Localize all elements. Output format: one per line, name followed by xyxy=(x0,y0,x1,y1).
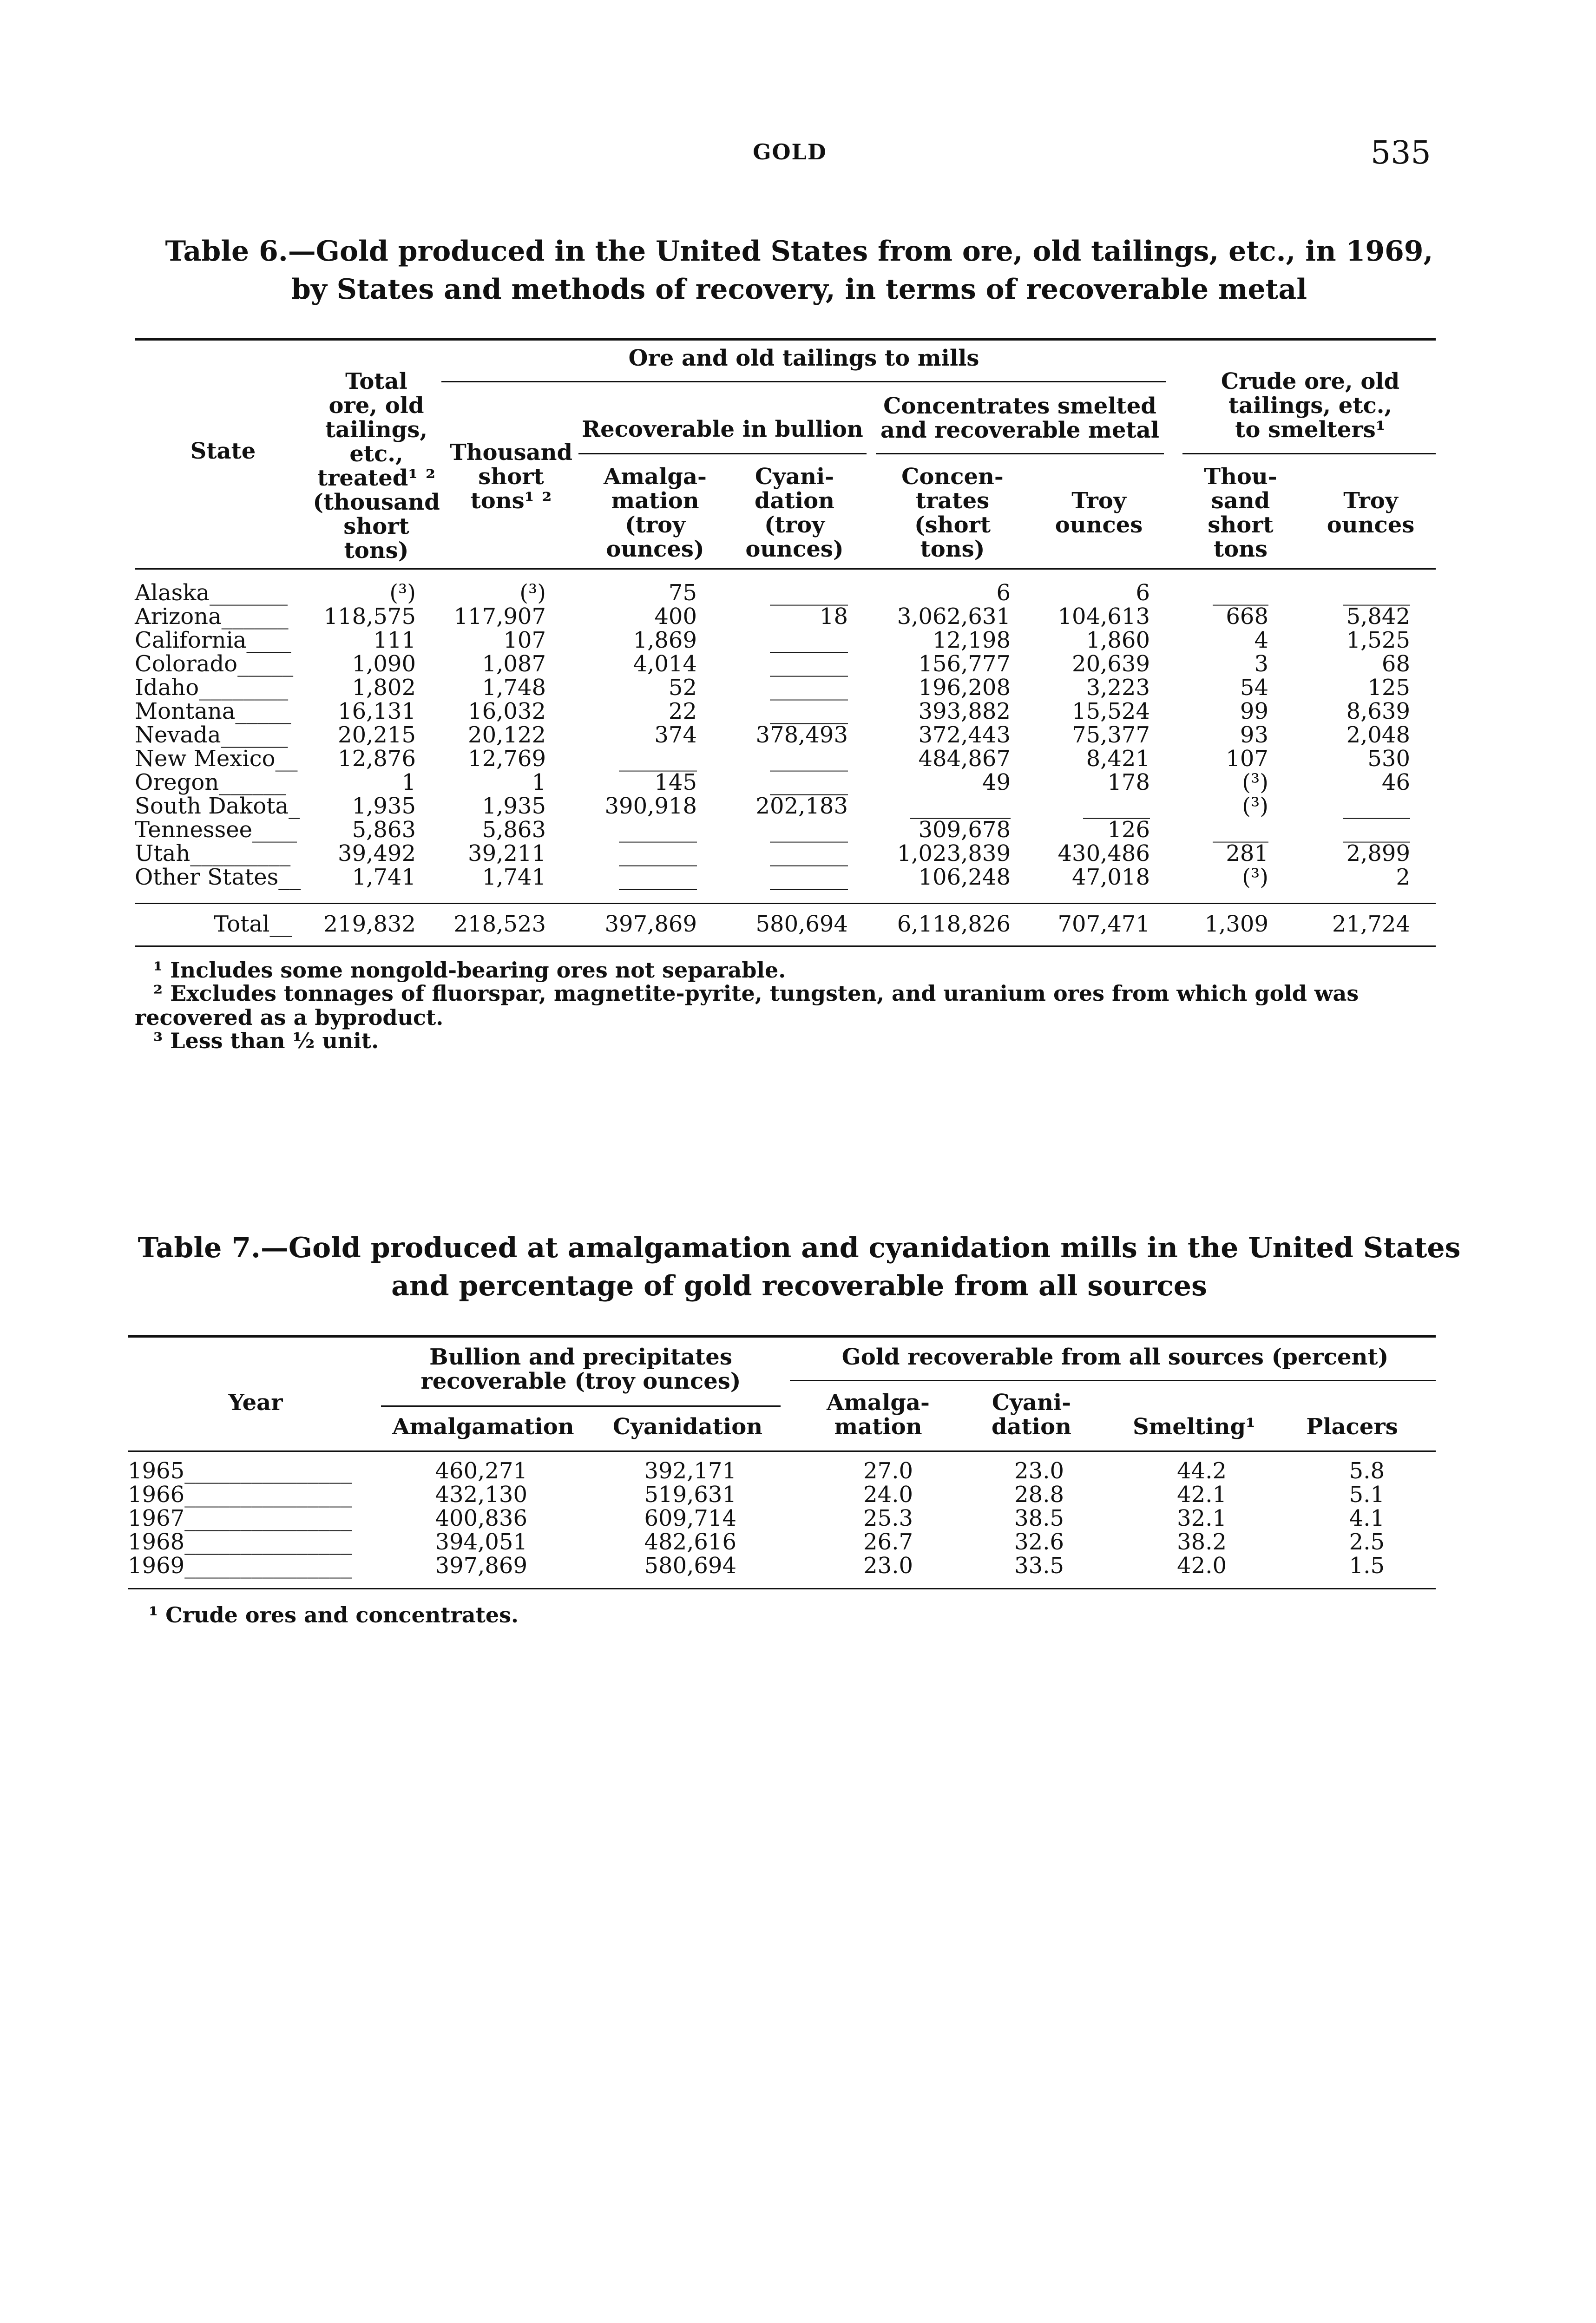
t6-cell-conc-troy: ______ xyxy=(1083,793,1150,819)
table7-caption-line1: Table 7.—Gold produced at amalgamation and cyanidation mills in the United States xyxy=(138,1232,1461,1264)
t6-total-crude-troy: 21,724 xyxy=(1332,911,1410,937)
t6-cell-crude-tons: 668 xyxy=(1226,604,1268,630)
t6-cell-total: (³) xyxy=(389,580,416,606)
t6-cell-crude-troy: 68 xyxy=(1381,651,1410,677)
t6-cell-conc-troy: 15,524 xyxy=(1072,698,1150,724)
t6-cell-conc-tons: 106,248 xyxy=(918,864,1011,890)
t6-header-state: State xyxy=(190,438,256,464)
t6-cell-amalg: _______ xyxy=(619,817,697,843)
t7-cell-year: 1967_______________ xyxy=(128,1505,352,1531)
t6-cell-conc-troy: 8,421 xyxy=(1086,746,1150,772)
t7-cell-placers: 5.1 xyxy=(1349,1482,1385,1508)
t7-cell-amalg-pct: 25.3 xyxy=(863,1505,913,1531)
t6-cell-crude-tons: 107 xyxy=(1226,746,1268,772)
t6-cell-crude-tons: 3 xyxy=(1254,651,1268,677)
t6-cell-conc-troy: 3,223 xyxy=(1086,675,1150,701)
t6-cell-conc-troy: 430,486 xyxy=(1057,840,1150,866)
t7-cell-amalgamation: 394,051 xyxy=(435,1529,527,1555)
t6-footnote-2: ² Excludes tonnages of fluorspar, magnetite-pyrite, tungsten, and uranium ores from which gold was recovered as a byproduct. xyxy=(135,981,1359,1030)
t6-cell-cyan: _______ xyxy=(770,864,848,890)
t6-cell-thousand: (³) xyxy=(519,580,546,606)
t6-header-total: Total ore, old tailings, etc., treated¹ ² (thousand short tons) xyxy=(313,368,440,564)
t6-cell-conc-tons: 1,023,839 xyxy=(897,840,1011,866)
t6-cell-conc-troy: 178 xyxy=(1107,769,1150,795)
t6-cell-thousand: 107 xyxy=(503,627,546,653)
t7-cell-amalgamation: 460,271 xyxy=(435,1458,527,1484)
t6-cell-amalg: _______ xyxy=(619,840,697,866)
t6-cell-conc-troy: 126 xyxy=(1107,817,1150,843)
t7-cell-placers: 1.5 xyxy=(1349,1553,1385,1579)
t6-total-cyan: 580,694 xyxy=(755,911,848,937)
t6-cell-crude-tons: (³) xyxy=(1242,793,1268,819)
t7-cell-cyan-pct: 23.0 xyxy=(1014,1458,1064,1484)
t7-bottom-rule xyxy=(128,1588,1436,1589)
t7-cell-placers: 5.8 xyxy=(1349,1458,1385,1484)
t6-cell-thousand: 1,748 xyxy=(482,675,546,701)
t6-cell-crude-troy: 8,639 xyxy=(1346,698,1410,724)
t6-cell-amalg: 390,918 xyxy=(604,793,697,819)
table6-caption-line1: Table 6.—Gold produced in the United States from ore, old tailings, etc., in 1969, xyxy=(165,235,1433,268)
table6-caption xyxy=(102,232,1496,308)
t7-header-rule xyxy=(128,1450,1436,1452)
t7-cell-cyanidation: 609,714 xyxy=(644,1505,736,1531)
t7-cell-cyan-pct: 28.8 xyxy=(1014,1482,1064,1508)
page-number: 535 xyxy=(1371,135,1431,171)
t6-cell-cyan: _______ xyxy=(770,651,848,677)
t6-cell-total: 16,131 xyxy=(338,698,416,724)
t7-cell-placers: 2.5 xyxy=(1349,1529,1385,1555)
t6-header-crude-tons: Thou- sand short tons xyxy=(1204,464,1277,562)
t6-cell-conc-troy: 75,377 xyxy=(1072,722,1150,748)
t7-cell-smelting: 44.2 xyxy=(1177,1458,1227,1484)
t6-total-conc-tons: 6,118,826 xyxy=(897,911,1011,937)
t6-cell-total: 1,802 xyxy=(352,675,416,701)
t6-cell-cyan: _______ xyxy=(770,840,848,866)
t6-cell-conc-tons: 49 xyxy=(982,769,1011,795)
t6-cell-crude-tons: _____ xyxy=(1213,817,1268,843)
t6-cell-thousand: 16,032 xyxy=(468,698,546,724)
t6-cell-conc-tons: 372,443 xyxy=(918,722,1011,748)
t7-cell-smelting: 42.0 xyxy=(1177,1553,1227,1579)
t6-top-rule xyxy=(135,338,1436,341)
t7-cell-cyanidation: 482,616 xyxy=(644,1529,736,1555)
t6-cell-cyan: _______ xyxy=(770,817,848,843)
t6-header-conc-troy: Troy ounces xyxy=(1055,488,1143,538)
t7-cell-year: 1965_______________ xyxy=(128,1458,352,1484)
t6-bottom-rule xyxy=(135,945,1436,947)
t6-footnote-1: ¹ Includes some nongold-bearing ores not separable. xyxy=(153,958,786,983)
table7-caption xyxy=(102,1229,1496,1305)
t6-cell-thousand: 12,769 xyxy=(468,746,546,772)
t6-header-crude-troy: Troy ounces xyxy=(1327,488,1415,538)
t6-cell-state: Utah_________ xyxy=(135,840,291,866)
t6-rule-bullion xyxy=(578,453,867,454)
t6-cell-thousand: 20,122 xyxy=(468,722,546,748)
t7-cell-cyanidation: 580,694 xyxy=(644,1553,736,1579)
t6-cell-state: Alaska_______ xyxy=(135,580,288,606)
t6-header-cyan: Cyani- dation (troy ounces) xyxy=(745,464,844,562)
t6-cell-total: 1,935 xyxy=(352,793,416,819)
t6-cell-crude-tons: (³) xyxy=(1242,769,1268,795)
t6-rule-ore xyxy=(441,381,1166,382)
t7-cell-amalg-pct: 26.7 xyxy=(863,1529,913,1555)
t6-cell-crude-troy: 5,842 xyxy=(1346,604,1410,630)
t6-cell-crude-troy: 2,899 xyxy=(1346,840,1410,866)
t7-cell-amalgamation: 397,869 xyxy=(435,1553,527,1579)
t7-cell-smelting: 38.2 xyxy=(1177,1529,1227,1555)
t6-cell-conc-tons: 6 xyxy=(996,580,1011,606)
t6-cell-crude-troy: 125 xyxy=(1367,675,1410,701)
t6-cell-crude-troy: ______ xyxy=(1343,580,1410,606)
t6-cell-amalg: 52 xyxy=(668,675,697,701)
t6-header-group-bullion: Recoverable in bullion xyxy=(582,416,863,442)
t6-header-group-ore: Ore and old tailings to mills xyxy=(628,345,979,371)
t6-total-amalg: 397,869 xyxy=(604,911,697,937)
t6-cell-amalg: 145 xyxy=(654,769,697,795)
t6-cell-thousand: 1,741 xyxy=(482,864,546,890)
t6-cell-state: Other States__ xyxy=(135,864,301,890)
t6-cell-cyan: _______ xyxy=(770,580,848,606)
t6-cell-conc-troy: 1,860 xyxy=(1086,627,1150,653)
t6-cell-total: 5,863 xyxy=(352,817,416,843)
t6-cell-crude-troy: 530 xyxy=(1367,746,1410,772)
t7-header-group-sources: Gold recoverable from all sources (percent) xyxy=(841,1344,1389,1370)
t7-header-cyan-pct: Cyani- dation xyxy=(992,1390,1071,1440)
t6-cell-thousand: 39,211 xyxy=(468,840,546,866)
t6-total-conc-troy: 707,471 xyxy=(1057,911,1150,937)
t7-rule-sources xyxy=(790,1380,1436,1381)
t6-header-amalg: Amalga- mation (troy ounces) xyxy=(604,464,707,562)
t6-cell-conc-tons: 484,867 xyxy=(918,746,1011,772)
t6-cell-amalg: _______ xyxy=(619,746,697,772)
t6-total-label: Total__ xyxy=(214,911,292,937)
t7-cell-amalg-pct: 27.0 xyxy=(863,1458,913,1484)
t6-header-thousand: Thousand short tons¹ ² xyxy=(449,440,573,514)
t6-cell-conc-troy: 6 xyxy=(1136,580,1150,606)
t6-rule-crude xyxy=(1182,453,1436,454)
t6-cell-conc-tons: 309,678 xyxy=(918,817,1011,843)
t7-cell-cyanidation: 392,171 xyxy=(644,1458,736,1484)
t6-cell-conc-tons: 156,777 xyxy=(918,651,1011,677)
t6-cell-cyan: _______ xyxy=(770,698,848,724)
t6-cell-state: Arizona______ xyxy=(135,604,289,630)
t7-header-placers: Placers xyxy=(1306,1414,1398,1440)
t6-cell-state: Tennessee____ xyxy=(135,817,297,843)
t6-cell-state: Montana_____ xyxy=(135,698,291,724)
t6-cell-state: Oregon______ xyxy=(135,769,286,795)
running-title: GOLD xyxy=(753,139,827,164)
t6-cell-thousand: 1,935 xyxy=(482,793,546,819)
t6-cell-total: 111 xyxy=(373,627,416,653)
t6-cell-total: 118,575 xyxy=(323,604,416,630)
t7-cell-amalg-pct: 23.0 xyxy=(863,1553,913,1579)
t6-cell-state: California____ xyxy=(135,627,291,653)
t7-cell-amalgamation: 432,130 xyxy=(435,1482,527,1508)
t7-header-year: Year xyxy=(228,1390,283,1416)
t6-cell-amalg: 4,014 xyxy=(633,651,697,677)
t6-rule-conc xyxy=(876,453,1164,454)
t7-cell-amalg-pct: 24.0 xyxy=(863,1482,913,1508)
t7-cell-cyan-pct: 32.6 xyxy=(1014,1529,1064,1555)
t6-cell-thousand: 117,907 xyxy=(453,604,546,630)
t6-cell-cyan: 378,493 xyxy=(755,722,848,748)
t6-cell-amalg: 75 xyxy=(668,580,697,606)
t7-cell-year: 1968_______________ xyxy=(128,1529,352,1555)
t6-cell-conc-troy: 104,613 xyxy=(1057,604,1150,630)
t7-header-smelting: Smelting¹ xyxy=(1132,1414,1256,1440)
t6-cell-total: 1,090 xyxy=(352,651,416,677)
t6-cell-cyan: _______ xyxy=(770,746,848,772)
t6-cell-cyan: _______ xyxy=(770,627,848,653)
t6-cell-state: Colorado_____ xyxy=(135,651,294,677)
t6-cell-thousand: 5,863 xyxy=(482,817,546,843)
t6-cell-state: Nevada______ xyxy=(135,722,288,748)
t7-cell-cyanidation: 519,631 xyxy=(644,1482,736,1508)
t6-cell-conc-troy: 20,639 xyxy=(1072,651,1150,677)
t6-total-thousand: 218,523 xyxy=(453,911,546,937)
t7-cell-year: 1966_______________ xyxy=(128,1482,352,1508)
t6-cell-state: Idaho________ xyxy=(135,675,289,701)
t6-cell-thousand: 1,087 xyxy=(482,651,546,677)
t7-header-amalg-pct: Amalga- mation xyxy=(827,1390,930,1440)
t6-cell-conc-tons: 393,882 xyxy=(918,698,1011,724)
t6-footnote-3: ³ Less than ½ unit. xyxy=(153,1028,379,1053)
t6-cell-amalg: 1,869 xyxy=(633,627,697,653)
t6-cell-crude-troy: 2,048 xyxy=(1346,722,1410,748)
t6-cell-total: 20,215 xyxy=(338,722,416,748)
t6-header-group-crude: Crude ore, old tailings, etc., to smelters¹ xyxy=(1221,368,1400,443)
t6-cell-crude-tons: _____ xyxy=(1213,580,1268,606)
t6-cell-crude-tons: (³) xyxy=(1242,864,1268,890)
t6-cell-crude-tons: 99 xyxy=(1240,698,1268,724)
t6-cell-total: 1 xyxy=(401,769,416,795)
t6-total-total: 219,832 xyxy=(323,911,416,937)
t6-header-conc-tons: Concen- trates (short tons) xyxy=(901,464,1004,562)
table7-caption-line2: and percentage of gold recoverable from all sources xyxy=(391,1270,1207,1302)
t6-cell-total: 1,741 xyxy=(352,864,416,890)
t7-cell-smelting: 42.1 xyxy=(1177,1482,1227,1508)
t7-header-amalgamation: Amalgamation xyxy=(392,1414,574,1440)
t6-cell-crude-troy: ______ xyxy=(1343,817,1410,843)
t6-cell-conc-tons: _________ xyxy=(910,793,1011,819)
t6-cell-conc-tons: 3,062,631 xyxy=(897,604,1011,630)
t6-cell-crude-tons: 4 xyxy=(1254,627,1268,653)
t6-total-crude-tons: 1,309 xyxy=(1204,911,1268,937)
t7-cell-amalgamation: 400,836 xyxy=(435,1505,527,1531)
t6-cell-cyan: 202,183 xyxy=(755,793,848,819)
t6-cell-crude-troy: 2 xyxy=(1396,864,1410,890)
t7-cell-cyan-pct: 38.5 xyxy=(1014,1505,1064,1531)
t7-rule-bullion xyxy=(381,1405,781,1407)
t6-cell-amalg: _______ xyxy=(619,864,697,890)
t7-cell-smelting: 32.1 xyxy=(1177,1505,1227,1531)
t6-cell-cyan: _______ xyxy=(770,675,848,701)
t6-cell-crude-troy: ______ xyxy=(1343,793,1410,819)
t7-cell-year: 1969_______________ xyxy=(128,1553,352,1579)
t6-cell-crude-tons: 54 xyxy=(1240,675,1268,701)
t6-cell-cyan: 18 xyxy=(819,604,848,630)
t7-cell-placers: 4.1 xyxy=(1349,1505,1385,1531)
t6-cell-conc-troy: 47,018 xyxy=(1072,864,1150,890)
t7-top-rule xyxy=(128,1335,1436,1338)
t6-total-rule xyxy=(135,903,1436,904)
t7-footnote-1: ¹ Crude ores and concentrates. xyxy=(149,1602,519,1627)
t7-header-cyanidation: Cyanidation xyxy=(612,1414,763,1440)
t6-cell-conc-tons: 196,208 xyxy=(918,675,1011,701)
t6-header-rule xyxy=(135,568,1436,570)
t6-cell-crude-troy: 1,525 xyxy=(1346,627,1410,653)
t6-cell-amalg: 374 xyxy=(654,722,697,748)
t6-cell-amalg: 22 xyxy=(668,698,697,724)
t6-cell-thousand: 1 xyxy=(532,769,546,795)
t6-header-group-conc: Concentrates smelted and recoverable metal xyxy=(880,393,1160,443)
t6-cell-crude-tons: 93 xyxy=(1240,722,1268,748)
t6-cell-total: 39,492 xyxy=(338,840,416,866)
t6-cell-state: South Dakota_ xyxy=(135,793,300,819)
t6-cell-crude-troy: 46 xyxy=(1381,769,1410,795)
table6-caption-line2: by States and methods of recovery, in terms of recoverable metal xyxy=(291,273,1307,306)
t7-header-group-bullion: Bullion and precipitates recoverable (troy ounces) xyxy=(420,1344,741,1394)
t6-cell-conc-tons: 12,198 xyxy=(933,627,1011,653)
t6-cell-cyan: _______ xyxy=(770,769,848,795)
t6-cell-total: 12,876 xyxy=(338,746,416,772)
t7-cell-cyan-pct: 33.5 xyxy=(1014,1553,1064,1579)
t6-cell-amalg: 400 xyxy=(654,604,697,630)
t6-cell-state: New Mexico__ xyxy=(135,746,298,772)
t6-cell-crude-tons: 281 xyxy=(1226,840,1268,866)
